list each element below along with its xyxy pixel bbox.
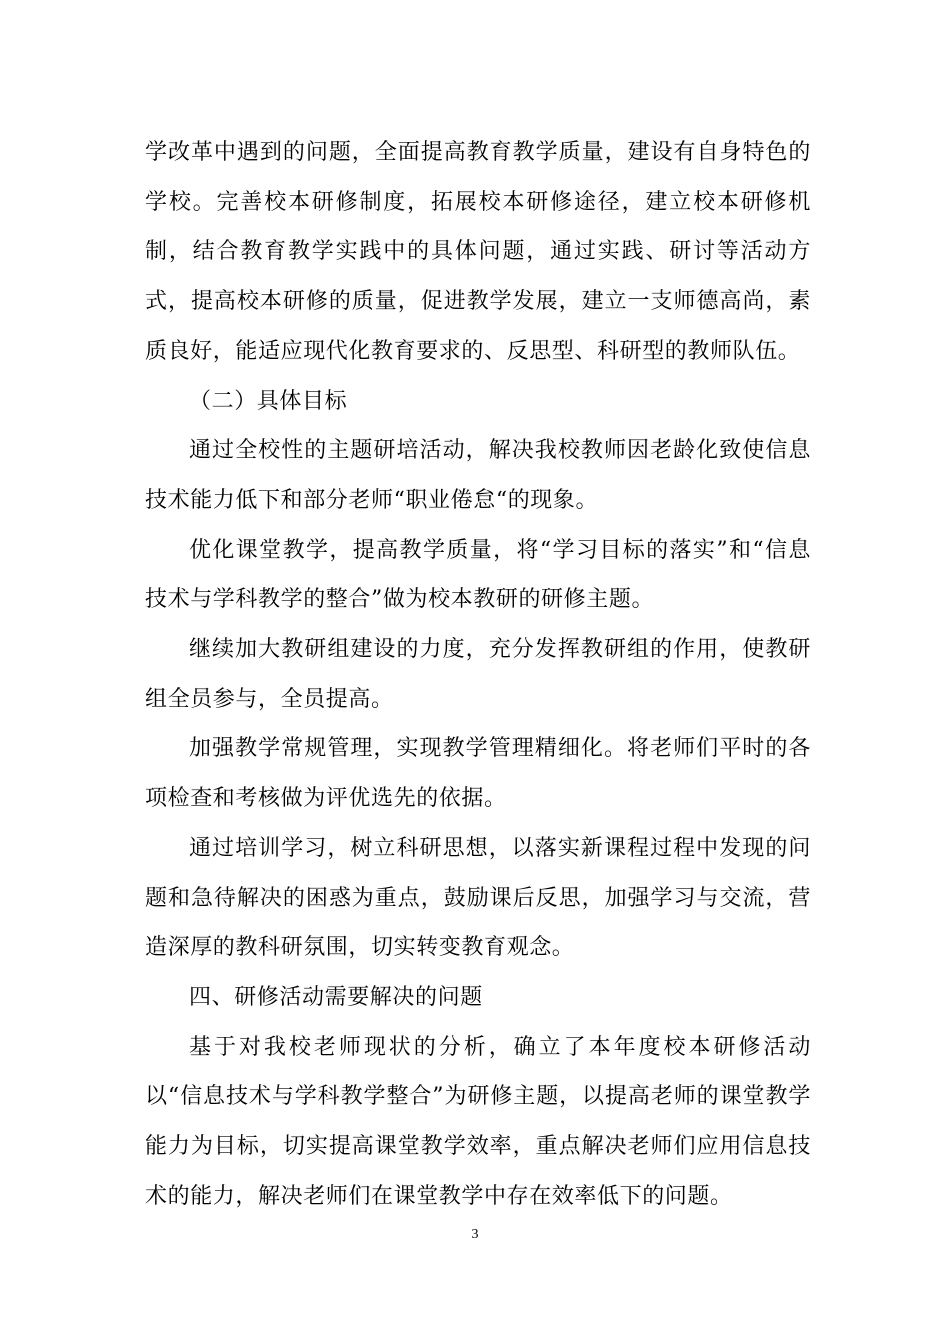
paragraph-goal-5: 通过培训学习，树立科研思想，以落实新课程过程中发现的问题和急待解决的困惑为重点，鼓励课后反思，加强学习与交流，营造深厚的教科研氛围，切实转变教育观念。 xyxy=(145,835,811,961)
paragraph-goal-3: 继续加大教研组建设的力度，充分发挥教研组的作用，使教研组全员参与，全员提高。 xyxy=(145,637,811,712)
paragraph-continuation: 学改革中遇到的问题，全面提高教育教学质量，建设有自身特色的学校。完善校本研修制度，拓展校本研修途径，建立校本研修机制，结合教育教学实践中的具体问题，通过实践、研讨等活动方式，提高校本研修的质量，促进教学发展，建立一支师德高尚，素质良好，能适应现代化教育要求的、反思型、科研型的教师队伍。 xyxy=(145,140,811,364)
section-heading-problems: 四、研修活动需要解决的问题 xyxy=(189,984,483,1010)
section-heading-specific-goals: （二）具体目标 xyxy=(189,388,348,414)
paragraph-problems: 基于对我校老师现状的分析，确立了本年度校本研修活动以“信息技术与学科教学整合”为研修主题，以提高老师的课堂教学能力为目标，切实提高课堂教学效率，重点解决老师们应用信息技术的能力，解决老师们在课堂教学中存在效率低下的问题。 xyxy=(145,1034,811,1209)
page-number: 3 xyxy=(471,1227,479,1242)
paragraph-goal-4: 加强教学常规管理，实现教学管理精细化。将老师们平时的各项检查和考核做为评优选先的依据。 xyxy=(145,736,811,812)
paragraph-goal-1: 通过全校性的主题研培活动，解决我校教师因老龄化致使信息技术能力低下和部分老师“职业倦怠“的现象。 xyxy=(145,438,811,513)
paragraph-goal-2: 优化课堂教学，提高教学质量，将“学习目标的落实”和“信息技术与学科教学的整合”做为校本教研的研修主题。 xyxy=(145,537,811,613)
body-text xyxy=(145,128,811,1221)
